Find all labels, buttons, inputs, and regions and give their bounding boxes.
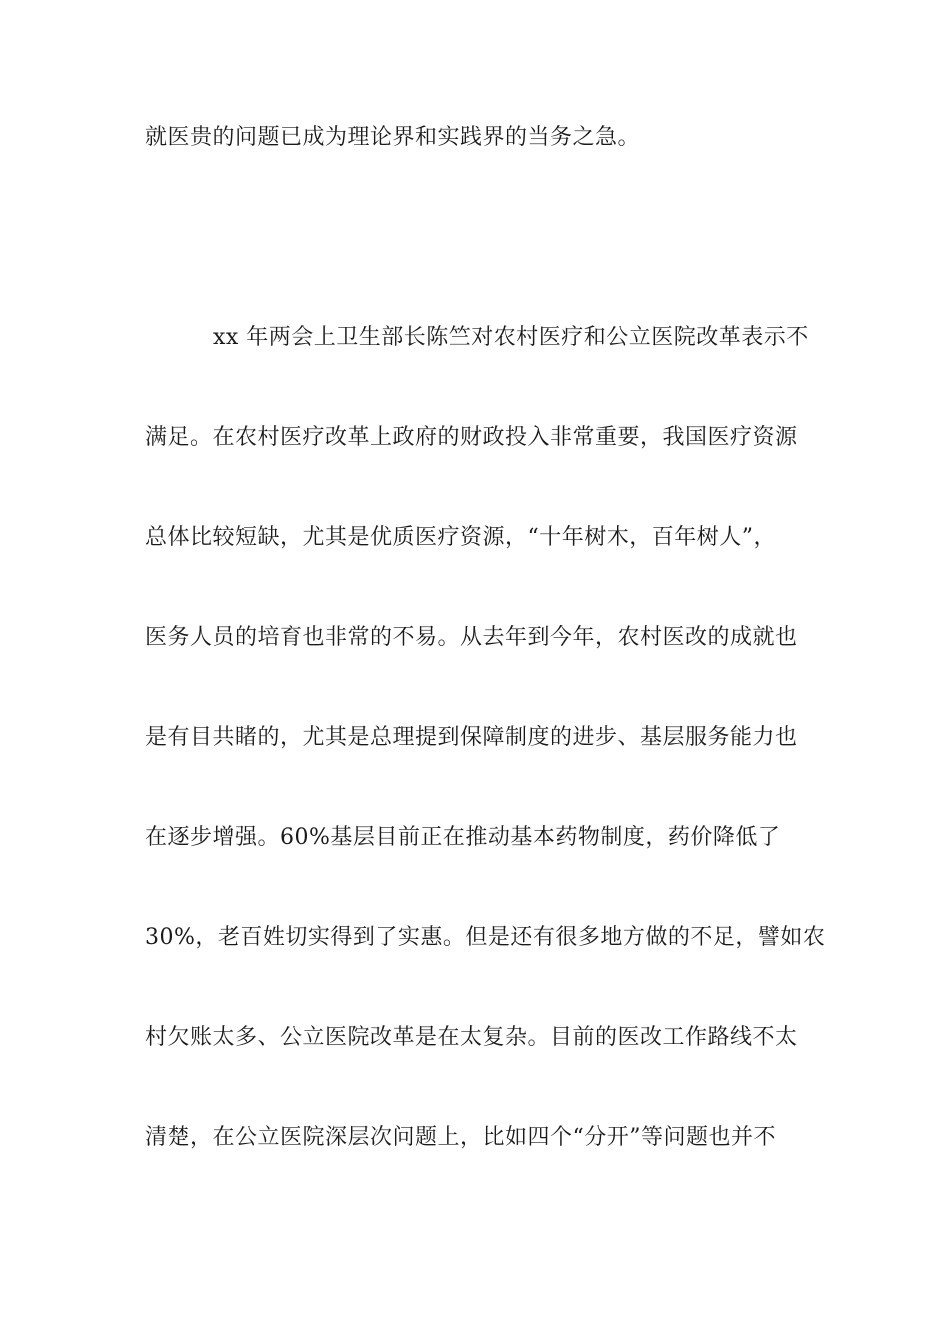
paragraph-line-2: xx 年两会上卫生部长陈竺对农村医疗和公立医院改革表示不 [213,325,809,350]
paragraph-line-4: 总体比较短缺，尤其是优质医疗资源，“十年树木，百年树人”， [145,525,776,550]
paragraph-line-1: 就医贵的问题已成为理论界和实践界的当务之急。 [145,125,641,150]
paragraph-line-8: 30%，老百姓切实得到了实惠。但是还有很多地方做的不足，譬如农 [145,925,826,950]
paragraph-line-3: 满足。在农村医疗改革上政府的财政投入非常重要，我国医疗资源 [145,425,798,450]
paragraph-line-10: 清楚，在公立医院深层次问题上，比如四个“分开”等问题也并不 [145,1125,776,1150]
paragraph-line-7: 在逐步增强。60%基层目前正在推动基本药物制度，药价降低了 [145,825,781,850]
paragraph-line-9: 村欠账太多、公立医院改革是在太复杂。目前的医改工作路线不太 [145,1025,798,1050]
paragraph-line-6: 是有目共睹的，尤其是总理提到保障制度的进步、基层服务能力也 [145,725,798,750]
paragraph-line-5: 医务人员的培育也非常的不易。从去年到今年，农村医改的成就也 [145,625,798,650]
